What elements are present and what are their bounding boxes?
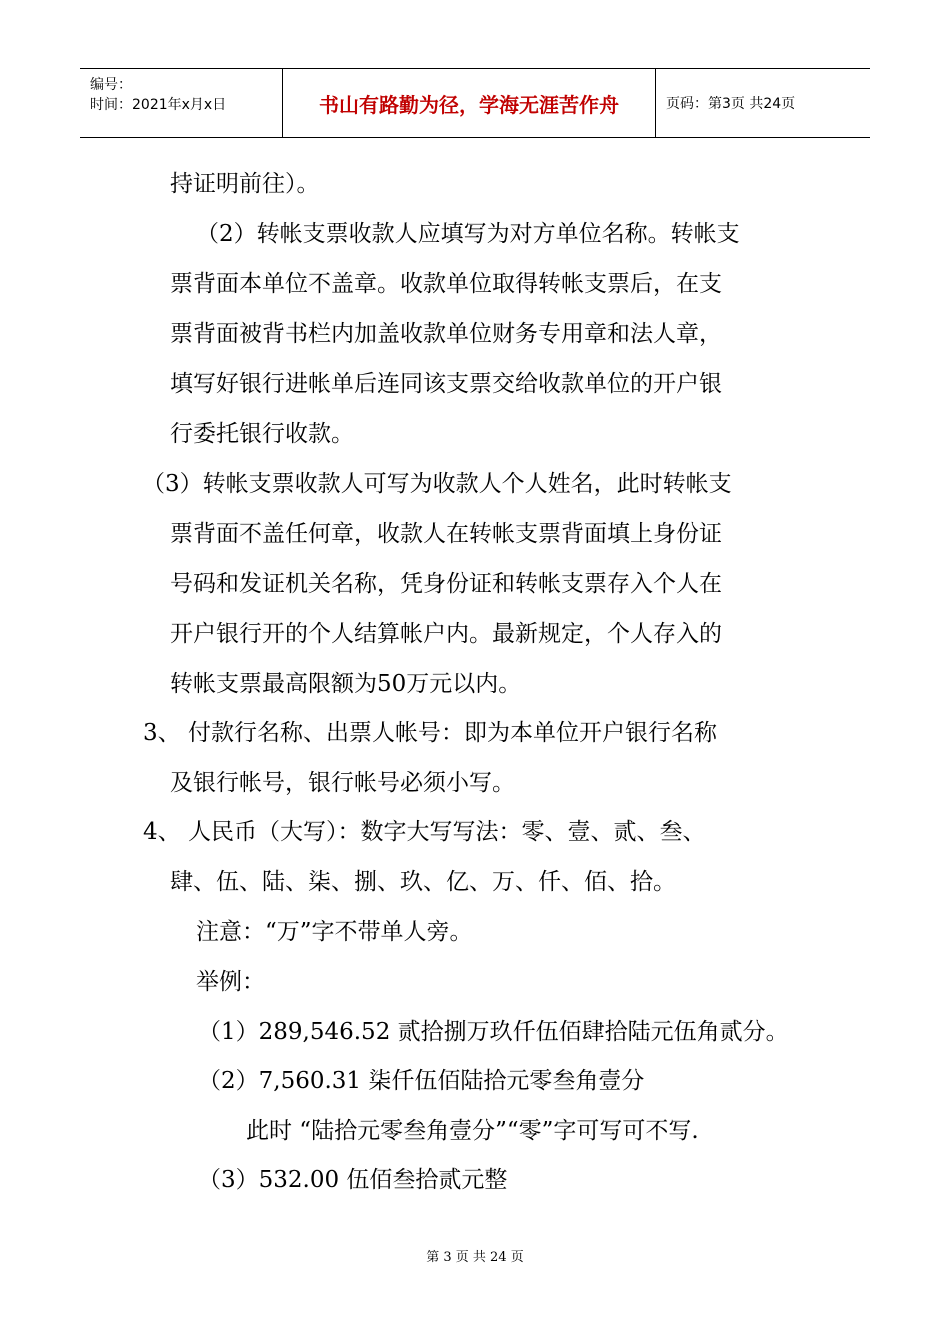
page-header xyxy=(80,68,870,138)
body-line: 注意：“万”字不带单人旁。 xyxy=(196,919,473,945)
body-line: 填写好银行进帐单后连同该支票交给收款单位的开户银 xyxy=(170,371,722,397)
body-line: 票背面被背书栏内加盖收款单位财务专用章和法人章， xyxy=(170,321,722,347)
header-meta xyxy=(80,69,283,137)
body-line: 4、 人民币（大写）：数字大写写法：零、壹、贰、叁、 xyxy=(143,819,706,845)
header-motto: 书山有路勤为径，学海无涯苦作舟 xyxy=(283,69,656,137)
body-line: 举例： xyxy=(196,969,265,995)
body-line: 此时 “陆拾元零叁角壹分”“零”字可写可不写. xyxy=(246,1118,699,1144)
body-line: 转帐支票最高限额为50万元以内。 xyxy=(170,671,522,697)
body-line: （2）7,560.31 柒仟伍佰陆拾元零叁角壹分 xyxy=(198,1068,645,1094)
header-time-label: 时间：2021年x月x日 xyxy=(90,97,227,113)
body-line: （2）转帐支票收款人应填写为对方单位名称。转帐支 xyxy=(196,221,740,247)
header-number-label: 编号： xyxy=(90,77,132,93)
body-line: 票背面本单位不盖章。收款单位取得转帐支票后，在支 xyxy=(170,271,722,297)
body-line: 持证明前往）。 xyxy=(170,171,320,197)
body-line: 行委托银行收款。 xyxy=(170,421,354,447)
header-page-info: 页码：第3页 共24页 xyxy=(666,96,796,112)
body-line: （3）转帐支票收款人可写为收款人个人姓名，此时转帐支 xyxy=(142,471,732,497)
body-line: 及银行帐号，银行帐号必须小写。 xyxy=(170,770,515,796)
page-footer: 第 3 页 共 24 页 xyxy=(426,1250,524,1265)
body-line: （1）289,546.52 贰拾捌万玖仟伍佰肆拾陆元伍角贰分。 xyxy=(198,1019,789,1045)
body-line: 3、 付款行名称、出票人帐号：即为本单位开户银行名称 xyxy=(143,720,717,746)
body-line: 肆、伍、陆、柒、捌、玖、亿、万、仟、佰、拾。 xyxy=(170,869,676,895)
body-line: 开户银行开的个人结算帐户内。最新规定，个人存入的 xyxy=(170,621,722,647)
body-line: 号码和发证机关名称，凭身份证和转帐支票存入个人在 xyxy=(170,571,722,597)
body-line: 票背面不盖任何章，收款人在转帐支票背面填上身份证 xyxy=(170,521,722,547)
body-line: （3）532.00 伍佰叁拾贰元整 xyxy=(198,1167,508,1193)
